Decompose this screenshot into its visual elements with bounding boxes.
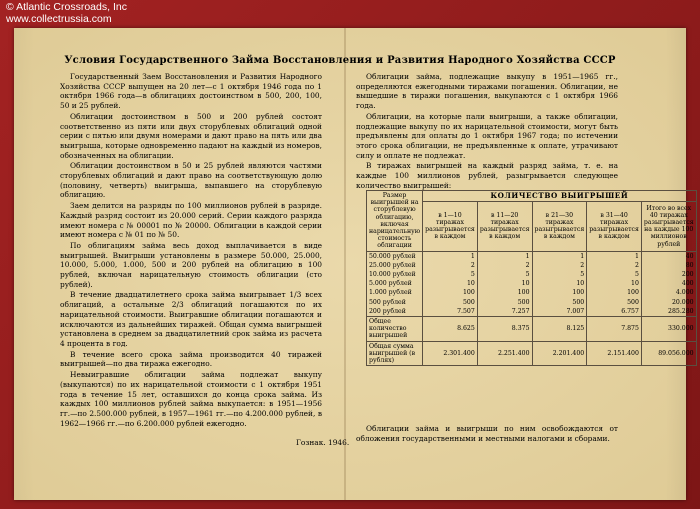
prize-count-cell: 5 [423, 270, 478, 279]
left-paragraph-7: В течение всего срока займа производится 40 тиражей выигрышей—по два тиража ежегодно. [60, 349, 322, 369]
table-row [367, 298, 697, 307]
prize-count-cell: 285.280 [641, 307, 696, 317]
prize-count-cell: 100 [532, 288, 587, 297]
prize-count-cell: 500 [477, 298, 532, 307]
table-col-total: Итого во всех 40 тиражах разыгрывается на каждые 100 миллионов рублей [641, 201, 696, 251]
prize-count-cell: 1 [423, 251, 478, 261]
prize-count-cell: 100 [423, 288, 478, 297]
left-paragraph-8: Невыигравшие облигации займа подлежат выкупу (выкупаются) по их нарицательной стоимости с 1 октября 1951 года в течение 15 лет, оставшихся до конца срока займа. Из каждых 100 миллионов рублей займа выкупается: в 1951—1956 гг.—по 2.500.000 рублей, в 1957—1961 гг.—по 4.200.000 рублей, в 1962—1966 гг.—по 6.200.000 рублей ежегодно. [60, 370, 322, 428]
prize-count-cell: 500 [423, 298, 478, 307]
prize-count-cell: 10 [532, 279, 587, 288]
table-col-draws-21-30: в 21—30 тиражах разыгрывается в каждом [532, 201, 587, 251]
total-count-cell: 8.625 [423, 317, 478, 342]
prize-size-cell: 200 рублей [367, 307, 423, 317]
prize-count-cell: 5 [477, 270, 532, 279]
total-sum-cell: 89.056.000 [641, 341, 696, 366]
total-count-cell: 8.375 [477, 317, 532, 342]
total-sum-cell: 2.201.400 [532, 341, 587, 366]
tax-exemption-note: Облигации займа и выигрыши по ним освобождаются от обложения государственными и местными налогами и сборами. [356, 424, 618, 443]
total-count-cell: 330.000 [641, 317, 696, 342]
prize-size-cell: 50.000 рублей [367, 251, 423, 261]
left-paragraph-6: В течение двадцатилетнего срока займа выигрывает 1/3 всех облигаций, а остальные 2/3 облигаций погашаются по их нарицательной стоимости. Выигравшие облигации погашаются и исключаются из дальнейших тиражей. Общая сумма выигрышей установлена в среднем за двадцатилетний срок займа из расчета 4 процента в год. [60, 290, 322, 348]
prize-size-cell: 500 рублей [367, 298, 423, 307]
total-sum-cell: 2.151.400 [587, 341, 642, 366]
right-paragraph-1: Облигации займа, подлежащие выкупу в 1951—1965 гг., определяются ежегодными тиражами погашения. Облигации, не вышедшие в тиражи погашения, выкупаются с 1 октября 1966 года. [356, 72, 618, 111]
table-body [367, 251, 697, 316]
prize-count-cell: 1 [477, 251, 532, 261]
table-row [367, 261, 697, 270]
table-header-group: КОЛИЧЕСТВО ВЫИГРЫШЕЙ [423, 191, 697, 202]
prize-count-cell: 2 [477, 261, 532, 270]
prize-count-cell: 200 [641, 270, 696, 279]
prize-count-cell: 400 [641, 279, 696, 288]
prize-count-cell: 2 [532, 261, 587, 270]
prize-count-cell: 1 [532, 251, 587, 261]
prize-count-cell: 7.257 [477, 307, 532, 317]
table-col-draws-11-20: в 11—20 тиражах разыгрывается в каждом [477, 201, 532, 251]
prize-count-cell: 20.000 [641, 298, 696, 307]
table-col-prize-size: Размер выигрышей на сторублевую облигацию, включая нарицательную стоимость облигации [367, 191, 423, 252]
total-count-label: Общее количество выигрышей [367, 317, 423, 342]
prize-count-cell: 7.007 [532, 307, 587, 317]
left-paragraph-2: Облигации достоинством в 500 и 200 рублей состоят соответственно из пяти или двух сторублевых облигаций одной серии с пятью или двумя номерами и дают право на пять или два выигрыша, которые одновременно падают на каждый из номеров, обозначенных на облигации. [60, 111, 322, 160]
printer-imprint: Гознак. 1946. [296, 438, 350, 447]
prize-size-cell: 10.000 рублей [367, 270, 423, 279]
prize-count-cell: 6.757 [587, 307, 642, 317]
total-sum-cell: 2.251.400 [477, 341, 532, 366]
prize-count-cell: 7.507 [423, 307, 478, 317]
prize-count-cell: 40 [641, 251, 696, 261]
prize-count-cell: 4.000 [641, 288, 696, 297]
prize-count-cell: 80 [641, 261, 696, 270]
table-row [367, 288, 697, 297]
table-row [367, 251, 697, 261]
total-count-cell: 7.875 [587, 317, 642, 342]
right-paragraph-2: Облигации, на которые пали выигрыши, а также облигации, подлежащие выкупу по их нарицательной стоимости, могут быть предъявлены для оплаты до 1 октября 1967 года; по истечении этого срока облигации, не предъявленные к оплате, утрачивают силу и оплате не подлежат. [356, 111, 618, 160]
prize-count-cell: 100 [477, 288, 532, 297]
total-count-cell: 8.125 [532, 317, 587, 342]
table-row [367, 279, 697, 288]
total-sum-label: Общая сумма выигрышей (в рублях) [367, 341, 423, 366]
left-paragraph-4: Заем делится на разряды по 100 миллионов рублей в разряде. Каждый разряд состоит из 20.000 серий. Серии каждого разряда имеют номера с № 00001 по № 20000. Облигации в каждой серии имеют номера с № 01 по № 50. [60, 201, 322, 240]
table-row [367, 270, 697, 279]
fold-line [344, 28, 346, 500]
watermark-copyright: © Atlantic Crossroads, Inc [6, 1, 127, 13]
prize-size-cell: 25.000 рублей [367, 261, 423, 270]
prize-table [366, 190, 697, 366]
prize-count-cell: 1 [587, 251, 642, 261]
prize-size-cell: 1.000 рублей [367, 288, 423, 297]
document-title: Условия Государственного Займа Восстановления и Развития Народного Хозяйства СССР [64, 55, 616, 66]
prize-count-cell: 500 [587, 298, 642, 307]
prize-count-cell: 100 [587, 288, 642, 297]
left-column [60, 72, 322, 429]
table-col-draws-31-40: в 31—40 тиражах разыгрывается в каждом [587, 201, 642, 251]
prize-count-cell: 500 [532, 298, 587, 307]
prize-count-cell: 5 [532, 270, 587, 279]
watermark-url: www.collectrussia.com [6, 13, 112, 25]
left-paragraph-1: Государственный Заем Восстановления и Развития Народного Хозяйства СССР выпущен на 20 лет—с 1 октября 1946 года по 1 октября 1966 года—в облигациях достоинством в 500, 200, 100, 50 и 25 рублей. [60, 72, 322, 111]
right-column [356, 72, 618, 191]
left-paragraph-3: Облигации достоинством в 50 и 25 рублей являются частями сторублевых облигаций и дают право на соответствующую долю (половину, четверть) выигрыша, выпавшего на сторублевую облигацию. [60, 161, 322, 200]
prize-count-cell: 2 [423, 261, 478, 270]
right-paragraph-3: В тиражах выигрышей на каждый разряд займа, т. е. на каждые 100 миллионов рублей, разыгрывается следующее количество выигрышей: [356, 161, 618, 190]
prize-size-cell: 5.000 рублей [367, 279, 423, 288]
total-sum-cell: 2.301.400 [423, 341, 478, 366]
table-col-draws-1-10: в 1—10 тиражах разыгрывается в каждом [423, 201, 478, 251]
prize-count-cell: 10 [587, 279, 642, 288]
left-paragraph-5: По облигациям займа весь доход выплачивается в виде выигрышей. Выигрыши установлены в размере 50.000, 25.000, 10.000, 5.000, 1.000, 500 и 200 рублей на облигацию в 100 рублей, включая нарицательную стоимость облигации (сто рублей). [60, 240, 322, 289]
prize-count-cell: 10 [423, 279, 478, 288]
table-row [367, 307, 697, 317]
prize-count-cell: 10 [477, 279, 532, 288]
prize-count-cell: 5 [587, 270, 642, 279]
prize-count-cell: 2 [587, 261, 642, 270]
